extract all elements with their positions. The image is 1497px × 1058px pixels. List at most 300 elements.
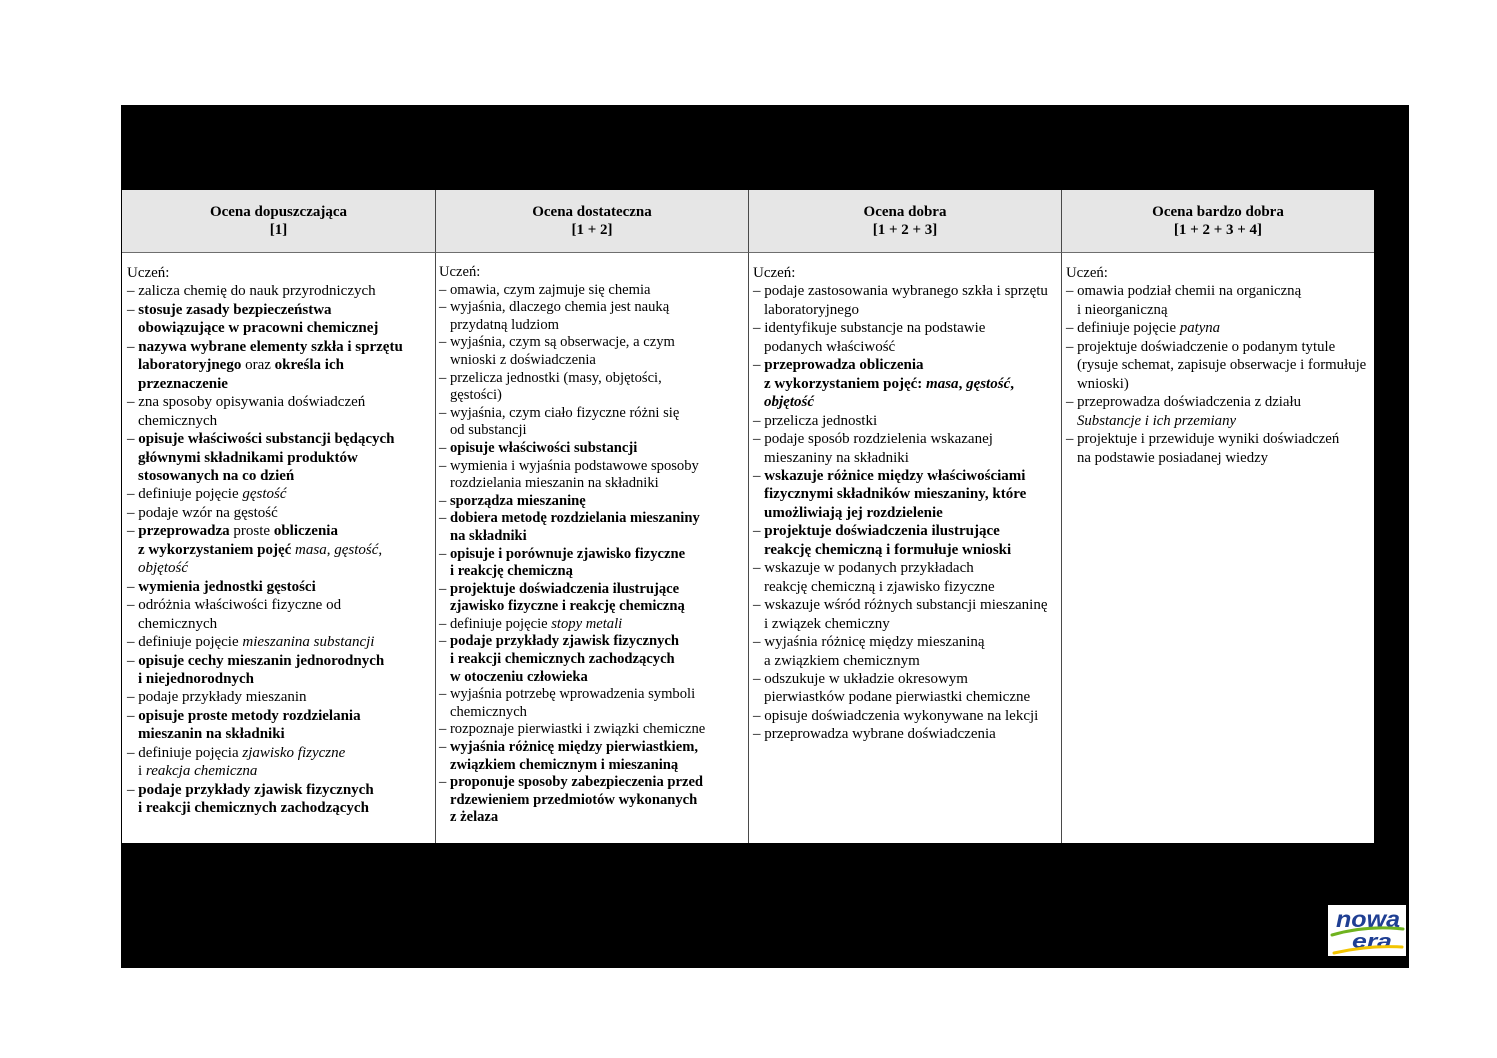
text-run: – wymienia i wyjaśnia podstawowe sposoby (439, 457, 699, 474)
text-run: opisuje cechy mieszanin jednorodnych (138, 652, 385, 669)
text-run: wnioski z doświadczenia (450, 351, 596, 368)
criterion-item (439, 458, 746, 493)
criterion-line (753, 485, 1059, 503)
criterion-line (1066, 412, 1372, 430)
text-run: stosowanych na co dzień (138, 467, 295, 484)
text-run: – (439, 492, 450, 509)
criterion-line (753, 301, 1059, 319)
text-run: – odróżnia właściwości fizyczne od (127, 597, 342, 614)
text-run: – (127, 652, 139, 669)
text-run: – (439, 545, 450, 562)
text-run: dobiera metodę rozdzielania mieszaniny (449, 510, 700, 527)
criterion-line (127, 504, 433, 522)
criterion-line (439, 669, 746, 687)
grade-level: [1] (269, 222, 288, 238)
text-run: obowiązujące w pracowni chemicznej (138, 320, 379, 337)
text-run: , (958, 375, 967, 392)
criterion-line (439, 721, 746, 739)
text-run: – przelicza jednostki (masy, objętości, (439, 369, 662, 386)
criterion-item (753, 356, 1059, 411)
criterion-line (753, 412, 1059, 430)
criterion-item (439, 633, 746, 686)
text-run: przeprowadza (138, 523, 230, 540)
text-run: – przeprowadza wybrane doświadczenia (753, 726, 996, 743)
criterion-line (1066, 449, 1372, 467)
criterion-line (1066, 375, 1372, 393)
text-run: – rozpoznaje pierwiastki i związki chemiczne (439, 721, 706, 738)
text-run: – wskazuje w podanych przykładach (753, 560, 974, 577)
text-run: – (127, 431, 139, 448)
text-run: – (127, 707, 139, 724)
criterion-item (127, 430, 433, 485)
text-run: opisuje i porównuje zjawisko fizyczne (449, 545, 686, 562)
criterion-item (127, 707, 433, 744)
text-run: gęstość (242, 486, 287, 503)
grade-level: [1 + 2 + 3 + 4] (1173, 222, 1263, 238)
criterion-line (127, 467, 433, 485)
text-run: chemicznych (138, 615, 218, 632)
criterion-line (439, 598, 746, 616)
criterion-line (439, 546, 746, 564)
criterion-line (753, 633, 1059, 651)
text-run: umożliwiają jej rozdzielenie (764, 504, 943, 521)
criterion-line (127, 688, 433, 706)
text-run: – (439, 774, 450, 791)
criterion-line (439, 704, 746, 722)
criterion-line (1066, 356, 1372, 374)
criterion-item (439, 616, 746, 634)
criterion-item (1066, 282, 1372, 319)
logo-text-bottom: era (1352, 931, 1392, 953)
text-run: zjawisko fizyczne (242, 744, 346, 761)
text-run: – (127, 578, 139, 595)
text-run: – (127, 301, 139, 318)
text-run: opisuje proste metody rozdzielania (138, 707, 361, 724)
grade-level: [1 + 2 + 3] (872, 222, 938, 238)
criterion-line (753, 615, 1059, 633)
text-run: , (1010, 375, 1014, 392)
text-run: chemicznych (138, 412, 218, 429)
criterion-line (439, 581, 746, 599)
text-run: na składniki (450, 527, 527, 544)
text-run: przeprowadza obliczenia (764, 357, 924, 374)
criterion-line (753, 559, 1059, 577)
criterion-line (1066, 282, 1372, 300)
grade-criteria-table (122, 190, 1374, 843)
criterion-item (127, 688, 433, 706)
criterion-item (439, 440, 746, 458)
criterion-line (439, 299, 746, 317)
text-run: opisuje właściwości substancji (449, 439, 638, 456)
criterion-item (753, 319, 1059, 356)
text-run: i nieorganiczną (1077, 301, 1168, 318)
text-run: opisuje właściwości substancji będących (138, 431, 395, 448)
text-run: proste (229, 523, 274, 540)
text-run: podanych właściwość (764, 338, 896, 355)
criterion-line (439, 493, 746, 511)
text-run: – wyjaśnia, czym są obserwacje, a czym (439, 334, 675, 351)
criterion-item (753, 412, 1059, 430)
text-run: wnioski) (1077, 375, 1129, 392)
text-run: stopy metali (551, 615, 623, 632)
criterion-line (753, 688, 1059, 706)
text-run: – (127, 523, 139, 540)
criterion-line (753, 596, 1059, 614)
criterion-item (439, 334, 746, 369)
criterion-item (127, 282, 433, 300)
criterion-item (1066, 430, 1372, 467)
criterion-item (753, 282, 1059, 319)
text-run: laboratoryjnego (138, 357, 242, 374)
text-run: – przelicza jednostki (753, 412, 878, 429)
criterion-item (127, 652, 433, 689)
criterion-line (127, 485, 433, 503)
criterion-item (753, 707, 1059, 725)
criterion-line (753, 541, 1059, 559)
text-run: – podaje zastosowania wybranego szkła i sprzętu (753, 283, 1048, 300)
nowa-era-logo (1328, 905, 1406, 956)
text-run: reakcję chemiczną i zjawisko fizyczne (764, 578, 995, 595)
criterion-item (753, 467, 1059, 522)
text-run: proponuje sposoby zabezpieczenia przed (449, 774, 704, 791)
criterion-line (439, 757, 746, 775)
criterion-line (439, 563, 746, 581)
text-run: – wskazuje wśród różnych substancji mieszaninę (753, 597, 1048, 614)
criterion-item (753, 670, 1059, 707)
criterion-line (439, 370, 746, 388)
criterion-line (127, 393, 433, 411)
criterion-line (127, 633, 433, 651)
text-run: masa (926, 375, 959, 392)
criterion-item (127, 301, 433, 338)
criterion-line (127, 338, 433, 356)
criterion-line (127, 301, 433, 319)
text-run: oraz (241, 357, 275, 374)
criteria-cell-grade-1 (122, 253, 435, 843)
criterion-line (127, 430, 433, 448)
criterion-item (127, 393, 433, 430)
text-run: i związek chemiczny (764, 615, 890, 632)
criterion-item (753, 559, 1059, 596)
text-run: określa ich (274, 357, 344, 374)
text-run: – wyjaśnia potrzebę wprowadzenia symboli (439, 686, 696, 703)
criterion-line (127, 596, 433, 614)
criterion-line (753, 282, 1059, 300)
text-run: – omawia podział chemii na organiczną (1066, 283, 1302, 300)
criterion-line (127, 559, 433, 577)
text-run: gęstość (966, 375, 1011, 392)
criterion-line (753, 375, 1059, 393)
text-run: , (326, 541, 335, 558)
criterion-item (439, 510, 746, 545)
criterion-item (439, 546, 746, 581)
grade-title: Ocena dopuszczająca (209, 204, 348, 220)
text-run: – (439, 439, 450, 456)
criterion-item (127, 596, 433, 633)
text-run: – (439, 633, 450, 650)
student-intro: Uczeń: (753, 265, 796, 281)
grade-title: Ocena dostateczna (532, 204, 652, 220)
criterion-line (127, 541, 433, 559)
grade-title: Ocena bardzo dobra (1152, 204, 1284, 220)
text-run: podaje przykłady zjawisk fizycznych (138, 781, 374, 798)
text-run: mieszanina substancji (242, 634, 375, 651)
criterion-line (127, 578, 433, 596)
criterion-line (439, 352, 746, 370)
criterion-line (753, 578, 1059, 596)
text-run: – definiuje pojęcie (1066, 320, 1180, 337)
text-run: sporządza mieszaninę (449, 492, 586, 509)
student-intro: Uczeń: (127, 265, 170, 281)
text-run: – przeprowadza doświadczenia z działu (1066, 394, 1301, 411)
text-run: – (439, 739, 450, 756)
text-run: – zna sposoby opisywania doświadczeń (127, 394, 366, 411)
criterion-line (1066, 301, 1372, 319)
text-run: reakcja chemiczna (145, 763, 258, 780)
text-run: – wyjaśnia, dlaczego chemia jest nauką (439, 299, 670, 316)
criteria-cell-grade-4 (1061, 253, 1374, 843)
criteria-cell-grade-3 (748, 253, 1061, 843)
grade-level: [1 + 2] (571, 222, 613, 238)
criterion-item (1066, 393, 1372, 430)
text-run: – definiuje pojęcia (127, 744, 243, 761)
criterion-line (127, 707, 433, 725)
criterion-item (127, 485, 433, 503)
text-run: – (127, 781, 139, 798)
criterion-line (1066, 393, 1372, 411)
text-run: rozdzielania mieszanin na składniki (450, 475, 659, 492)
student-intro: Uczeń: (439, 264, 481, 280)
criterion-line (439, 475, 746, 493)
text-run: nazywa wybrane elementy szkła i sprzętu (138, 338, 403, 355)
logo-text-top: nowa (1336, 906, 1401, 932)
text-run: stosuje zasady bezpieczeństwa (138, 301, 332, 318)
criterion-item (439, 686, 746, 721)
criterion-line (753, 319, 1059, 337)
text-run: projektuje doświadczenia ilustrujące (449, 580, 680, 597)
criterion-item (127, 338, 433, 393)
text-run: przeznaczenie (138, 375, 228, 392)
criterion-line (753, 449, 1059, 467)
criterion-line (439, 528, 746, 546)
text-run: mieszaniny na składniki (764, 449, 909, 466)
criterion-line (127, 725, 433, 743)
criterion-item (127, 744, 433, 781)
criterion-line (439, 317, 746, 335)
header-cell-grade-2 (435, 190, 748, 253)
text-run: – definiuje pojęcie (127, 634, 243, 651)
criterion-item (127, 781, 433, 818)
text-run: i niejednorodnych (138, 670, 254, 687)
criterion-line (439, 739, 746, 757)
text-run: pierwiastków podane pierwiastki chemiczne (764, 689, 1031, 706)
text-run: – omawia, czym zajmuje się chemia (439, 281, 651, 298)
criterion-line (439, 774, 746, 792)
criterion-line (753, 356, 1059, 374)
criterion-line (439, 405, 746, 423)
criterion-line (127, 356, 433, 374)
criterion-item (1066, 338, 1372, 393)
criterion-line (753, 393, 1059, 411)
text-run: – (127, 338, 139, 355)
header-cell-grade-1 (122, 190, 435, 253)
text-run: – (439, 580, 450, 597)
criterion-line (753, 338, 1059, 356)
criterion-line (439, 510, 746, 528)
criterion-line (127, 412, 433, 430)
header-cell-grade-3 (748, 190, 1061, 253)
header-cell-grade-4 (1061, 190, 1374, 253)
text-run: Substancje i ich przemiany (1077, 412, 1237, 429)
criterion-line (127, 375, 433, 393)
text-run: – identyfikuje substancje na podstawie (753, 320, 986, 337)
criterion-item (439, 493, 746, 511)
criterion-item (753, 725, 1059, 743)
text-run: głównymi składnikami produktów (138, 449, 358, 466)
text-run: wymienia jednostki gęstości (138, 578, 316, 595)
criterion-line (127, 282, 433, 300)
criterion-line (753, 504, 1059, 522)
text-run: gęstości) (450, 387, 502, 404)
criterion-line (1066, 319, 1372, 337)
text-run: – wyjaśnia różnicę między mieszaniną (753, 634, 985, 651)
text-run: od substancji (450, 422, 527, 439)
text-run: – podaje sposób rozdzielenia wskazanej (753, 431, 993, 448)
criterion-line (439, 633, 746, 651)
text-run: w otoczeniu człowieka (450, 668, 588, 685)
criterion-item (439, 370, 746, 405)
text-run: (rysuje schemat, zapisuje obserwacje i formułuje (1077, 357, 1367, 374)
text-run: i reakcji chemicznych zachodzących (138, 800, 369, 817)
text-run: przydatną ludziom (450, 316, 560, 333)
text-run: – podaje przykłady mieszanin (127, 689, 307, 706)
criterion-line (127, 652, 433, 670)
criterion-line (127, 449, 433, 467)
text-run: projektuje doświadczenia ilustrujące (764, 523, 1000, 540)
text-run: chemicznych (450, 703, 527, 720)
text-run: – odszukuje w układzie okresowym (753, 670, 968, 687)
criterion-item (439, 282, 746, 300)
criterion-line (127, 522, 433, 540)
text-run: podaje przykłady zjawisk fizycznych (449, 633, 679, 650)
criterion-line (439, 422, 746, 440)
text-run: z żelaza (450, 809, 499, 826)
criterion-item (127, 504, 433, 522)
criterion-item (753, 430, 1059, 467)
text-run: z wykorzystaniem pojęć: (764, 375, 927, 392)
criterion-line (1066, 338, 1372, 356)
criterion-item (1066, 319, 1372, 337)
text-run: i reakcji chemicznych zachodzących (450, 651, 675, 668)
criterion-line (1066, 430, 1372, 448)
text-run: mieszanin na składniki (138, 726, 285, 743)
text-run: rdzewieniem przedmiotów wykonanych (450, 791, 698, 808)
criterion-item (127, 522, 433, 577)
criterion-line (753, 707, 1059, 725)
criterion-line (439, 792, 746, 810)
criterion-line (127, 799, 433, 817)
text-run: fizycznymi składników mieszaniny, które (764, 486, 1027, 503)
student-intro: Uczeń: (1066, 265, 1108, 281)
text-run: , (378, 541, 383, 558)
text-run: – wyjaśnia, czym ciało fizyczne różni się (439, 404, 680, 421)
text-run: – definiuje pojęcie (127, 486, 243, 503)
grade-title: Ocena dobra (863, 204, 947, 220)
text-run: – podaje wzór na gęstość (127, 504, 278, 521)
criterion-line (439, 334, 746, 352)
text-run: objętość (764, 394, 814, 411)
criterion-item (753, 522, 1059, 559)
text-run: – (753, 467, 765, 484)
criterion-line (439, 282, 746, 300)
criterion-line (753, 467, 1059, 485)
text-run: zjawisko fizyczne i reakcję chemiczną (450, 598, 685, 615)
text-run: – zalicza chemię do nauk przyrodniczych (127, 283, 376, 300)
criterion-line (439, 686, 746, 704)
criterion-line (439, 651, 746, 669)
criterion-line (127, 319, 433, 337)
text-run: związkiem chemicznym i mieszaniną (450, 756, 679, 773)
text-run: – projektuje i przewiduje wyniki doświadczeń (1066, 431, 1340, 448)
text-run: z wykorzystaniem pojęć (138, 541, 292, 558)
criterion-line (753, 522, 1059, 540)
criterion-item (439, 405, 746, 440)
criterion-item (439, 581, 746, 616)
criterion-line (127, 762, 433, 780)
text-run: a związkiem chemicznym (764, 652, 920, 669)
text-run: obliczenia (273, 523, 338, 540)
text-run: – (753, 357, 765, 374)
criterion-line (127, 781, 433, 799)
text-run: – (753, 523, 765, 540)
criterion-line (127, 744, 433, 762)
text-run: reakcję chemiczną i formułuje wnioski (764, 541, 1012, 558)
text-run: wyjaśnia różnicę między pierwiastkiem, (449, 739, 699, 756)
criterion-item (127, 578, 433, 596)
criteria-cell-grade-2 (435, 253, 748, 843)
text-run: – (439, 510, 450, 527)
criterion-item (127, 633, 433, 651)
criterion-line (753, 652, 1059, 670)
criterion-line (439, 809, 746, 827)
text-run: laboratoryjnego (764, 301, 859, 318)
text-run: wskazuje różnice między właściwościami (764, 467, 1026, 484)
criterion-line (439, 616, 746, 634)
criterion-item (439, 774, 746, 827)
text-run: i (138, 763, 146, 780)
criterion-item (753, 596, 1059, 633)
criterion-line (127, 615, 433, 633)
text-run: objętość (138, 560, 188, 577)
criterion-item (439, 721, 746, 739)
criterion-item (439, 299, 746, 334)
criterion-line (439, 440, 746, 458)
criterion-line (753, 725, 1059, 743)
text-run: gęstość (334, 541, 379, 558)
text-run: na podstawie posiadanej wiedzy (1077, 449, 1269, 466)
criterion-line (439, 387, 746, 405)
criterion-line (127, 670, 433, 688)
text-run: masa (295, 541, 327, 558)
criterion-item (439, 739, 746, 774)
text-run: – definiuje pojęcie (439, 615, 552, 632)
criterion-line (753, 430, 1059, 448)
criterion-item (753, 633, 1059, 670)
criterion-line (753, 670, 1059, 688)
text-run: patyna (1179, 320, 1221, 337)
text-run: i reakcję chemiczną (450, 563, 573, 580)
text-run: – projektuje doświadczenie o podanym tytule (1066, 338, 1336, 355)
